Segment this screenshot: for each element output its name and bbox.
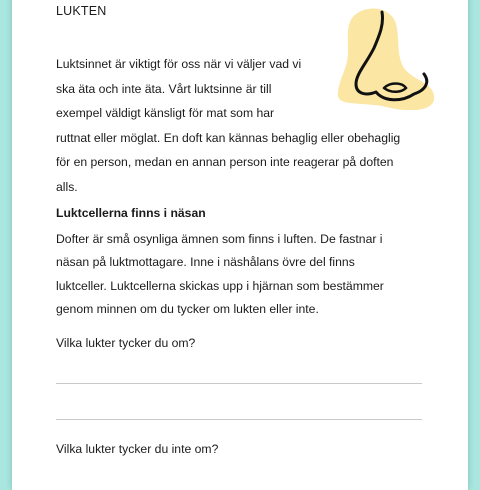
section-heading: Luktcellerna finns i näsan: [56, 206, 206, 220]
worksheet-page: [12, 0, 468, 490]
section-line: Dofter är små osynliga ämnen som finns i luften. De fastnar i: [56, 232, 383, 246]
intro-line: ruttnat eller möglat. En doft kan kännas behaglig eller obehaglig: [56, 130, 401, 145]
question-disliked-smells: Vilka lukter tycker du inte om?: [56, 442, 219, 456]
intro-line: ska äta och inte äta. Vårt luktsinne är till: [56, 81, 272, 96]
section-line: genom minnen om du tycker om lukten eller inte.: [56, 302, 319, 317]
intro-line: för en person, medan en annan person inte reagerar på doften: [56, 155, 394, 170]
intro-line: Luktsinnet är viktigt för oss när vi väljer vad vi: [56, 57, 302, 71]
intro-line: alls.: [56, 179, 78, 194]
answer-line[interactable]: [56, 383, 422, 384]
intro-line: exempel väldigt känsligt för mat som har: [56, 106, 275, 121]
section-paragraph: [56, 228, 452, 322]
question-liked-smells: Vilka lukter tycker du om?: [56, 336, 196, 350]
page-title: LUKTEN: [56, 4, 107, 18]
intro-paragraph: [56, 52, 452, 200]
section-line: luktceller. Luktcellerna skickas upp i hjärnan som bestämmer: [56, 278, 384, 293]
section-line: näsan på luktmottagare. Inne i näshålans övre del finns: [56, 255, 355, 270]
answer-line[interactable]: [56, 419, 422, 420]
